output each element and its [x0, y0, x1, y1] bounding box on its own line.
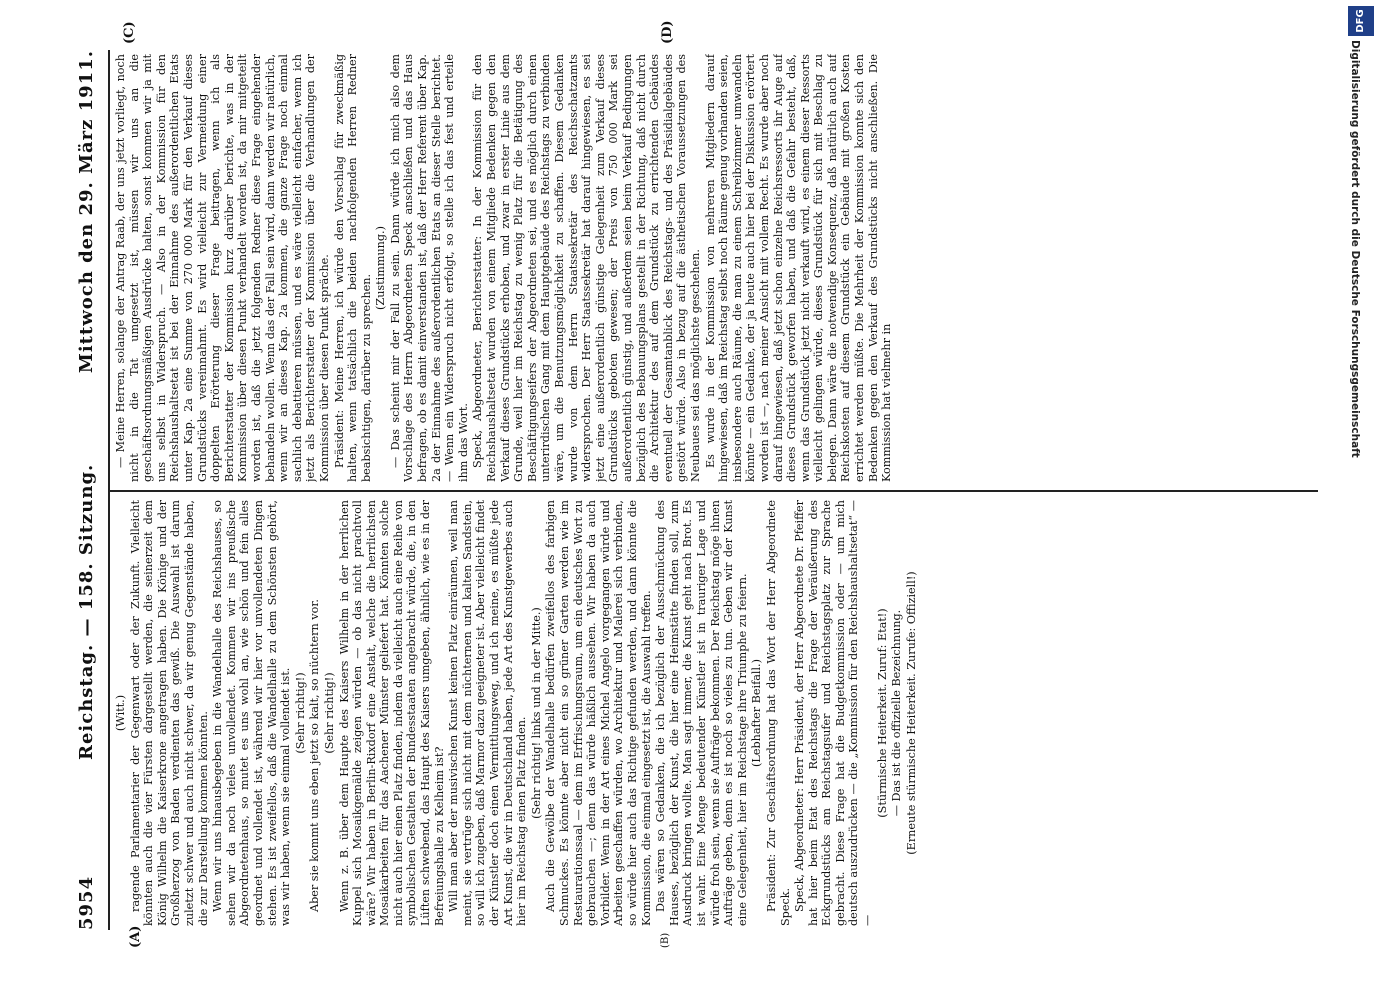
page-number: 5954 — [76, 875, 97, 930]
session-date: Mittwoch den 29. März 1911. — [76, 50, 97, 374]
paragraph: Will man aber der musivischen Kunst keinen Platz einräumen, weil man meint, sie vertrüge sich nicht mit dem nüchternen und kalten Sandstein, so will ich zugeben, daß Marmor dazu geeigneter ist. Aber vielleicht findet der Künstler doch einen Vermittlungsweg, und ich meine, es müßte jede Art Kunst, die wir in Deutschland haben, jede Art des Kunstgewerbes auch hier im Reichstag einen Platz finden. — [447, 500, 529, 926]
margin-marker-c: (C) — [122, 21, 137, 44]
column-divider — [108, 490, 1318, 492]
margin-marker-d: (D) — [660, 20, 675, 44]
paragraph: ragende Parlamentarier der Gegenwart oder der Zukunft. Vielleicht könnten auch die vier Fürsten dargestellt werden, die seinerzeit dem König Wilhelm die Kaiserkrone angetragen haben. Die Könige und der Großherzog von Baden verdienten das gewiß. Die Auswahl ist darum zuletzt schwer und auch nicht schwer, da wir genug Gegenstände haben, die zur Darstellung kommen könnten. — [128, 500, 210, 926]
paragraph: Auch die Gewölbe der Wandelhalle bedürfen zweifellos des farbigen Schmuckes. Es könnte aber nicht ein so grüner Garten werden wie im Restaurationssaal — dem im Erfrischungsraum, um ein deutsches Wort zu gebrauchen —; denn das würde häßlich aussehen. Wir haben da auch Vorbilder. Wenn in der Art eines Michel Angelo vorgegangen würde und Arbeiten geschaffen würden, wo Architektur und Malerei sich verbinden, so würde hier auch das Richtige gefunden werden, und dann könnte die Kommission, die einmal eingesetzt ist, die Auswahl treffen. — [544, 500, 653, 926]
paragraph: Speck, Abgeordneter: Herr Präsident, der Herr Abgeordnete Dr. Pfeiffer hat hier beim Etat des Reichstags die Frage der Veräußerung des Eckgrundstücks am Reichstagsufer und Reichstagsplatz zur Sprache gebracht. Diese Frage hat die Budgetkommission oder — um mich deutsch auszudrücken — die „Kommission für den Reichshaushaltsetat“ — — — [793, 500, 875, 926]
paragraph: Das wären so Gedanken, die ich bezüglich der Ausschmückung des Hauses, bezüglich der Kunst, die hier eine Heimstätte finden soll, zum Ausdruck bringen wollte. Man sagt immer, die Kunst geht nach Brot. Es ist wahr. Eine Menge bedeutender Künstler ist in trauriger Lage und würde froh sein, wenn sie Aufträge bekommen. Der Reichstag möge ihnen Aufträge geben, denn es ist noch so vieles zu tun. Geben wir der Kunst eine Gelegenheit, hier im Reichstage ihre Triumphe zu feiern. — [654, 500, 749, 926]
page-header — [66, 50, 106, 930]
dfg-logo-icon: DFG — [1348, 6, 1374, 36]
margin-marker-b: (B) — [660, 932, 671, 948]
paragraph: (Zustimmung.) — [374, 226, 388, 310]
margin-marker-a: (A) — [128, 925, 143, 948]
paragraph: (Erneute stürmische Heiterkeit. Zurufe: Offiziell!) — [904, 571, 918, 855]
paragraph: Speck, Abgeordneter, Berichterstatter: In der Kommission für den Reichshaushaltsetat wurden von einem Mitgliede Bedenken gegen den Verkauf dieses Grundstücks erhoben, und zwar in erster Linie aus dem Grunde, weil hier im Reichstag zu wenig Platz für die Betätigung des Beschäftigungseifers der Abgeordneten sei, und es möglich durch einen unterirdischen Gang mit dem Hauptgebäude des Reichstags zu verbinden wäre, um die Benutzungsmöglichkeit zu schaffen. Diesem Gedanken wurde von dem Herrn Staatssekretär des Reichsschatzamts widersprochen. Der Herr Staatssekretär hat darauf hingewiesen, es sei jetzt eine außerordentlich günstige Gelegenheit zum Verkauf dieses Grundstücks geboten gewesen; der Preis von 750 000 Mark sei außerordentlich günstig, und außerdem seien beim Verkauf Bedingungen bezüglich des Bebauungsplans gestellt in der Richtung, daß nicht durch die Architektur des auf dem Grundstück zu errichtenden Gebäudes eventuell der Gesamtanblick des Reichstags- und des Präsidialgebäudes gestört würde. Also in bezug auf die ästhetischen Voraussetzungen des Neubaues sei das möglichste geschehen. — [471, 54, 702, 482]
paragraph: Aber sie kommt uns eben jetzt so kalt, so nüchtern vor. — [308, 599, 322, 912]
paragraph: (Sehr richtig!) — [293, 672, 307, 754]
paragraph: Präsident: Meine Herren, ich würde den Vorschlag für zweckmäßig halten, wenn tatsächlich die beiden nachfolgenden Herren Redner beabsichtigen, darüber zu sprechen. — [332, 54, 373, 482]
paragraph: Präsident: Zur Geschäftsordnung hat das Wort der Herr Abgeordnete Speck. — [764, 500, 792, 926]
paragraph: — Das ist die offizielle Bezeichnung. — [890, 609, 904, 817]
paragraph: (Stürmische Heiterkeit. Zuruf: Etat!) — [875, 608, 889, 818]
paragraph: (Sehr richtig! links und in der Mitte.) — [529, 607, 543, 819]
session-title: Reichstag. — 158. Sitzung. — [76, 463, 97, 760]
text-column-left — [114, 500, 1314, 926]
paragraph: (Sehr richtig!) — [322, 672, 336, 754]
paragraph: Es wurde in der Kommission von mehreren Mitgliedern darauf hingewiesen, daß im Reichstag selbst noch Räume genug vorhanden seien, insbesondere auch Räume, die man zu einem Schreibzimmer umwandeln könnte — ein Gedanke, der ja heute auch hier bei der Diskussion erörtert worden ist —, nach meiner Ansicht mit vollem Recht. Es wurde aber noch darauf hingewiesen, daß jetzt schon einzelne Reichsressorts ihr Auge auf dieses Grundstück geworfen haben, und daß die Gefahr besteht, daß, wenn das Grundstück jetzt nicht verkauft wird, es einem dieser Ressorts vielleicht gelingen würde, dieses Grundstück für sich mit Beschlag zu belegen. Dann wäre die notwendige Konsequenz, daß natürlich auch auf Reichskosten auf diesem Grundstück ein Gebäude mit großen Kosten errichtet werden müßte. Die Mehrheit der Kommission konnte sich den Bedenken gegen den Verkauf des Grundstücks nicht anschließen. Die Kommission hat vielmehr in — [703, 54, 894, 482]
paragraph: Wenn wir uns hinausbegeben in die Wandelhalle des Reichshauses, so sehen wir da noch vieles unvollendet. Kommen wir ins preußische Abgeordnetenhaus, so mutet es uns wohl an, wie schön und fein alles geordnet und vollendet ist, während wir hier vor unvollendeten Dingen stehen. Es ist zweifellos, daß die Wandelhalle zu dem Schönsten gehört, was wir haben, wenn sie einmal vollendet ist. — [211, 500, 293, 926]
paragraph: (Witt.) — [114, 694, 127, 732]
paragraph: — Das scheint mir der Fall zu sein. Dann würde ich mich also dem Vorschlage des Herrn Abgeordneten Speck anschließen und das Haus befragen, ob es damit einverstanden ist, daß der Herr Referent über Kap. 2a der Einnahme des außerordentlichen Etats an dieser Stelle berichtet. — Wenn ein Widerspruch nicht erfolgt, so stelle ich das fest und erteile ihm das Wort. — [388, 54, 470, 482]
paragraph: Wenn z. B. über dem Haupte des Kaisers Wilhelm in der herrlichen Kuppel sich Mosaikgemälde zeigen würden — ob das nicht prachtvoll wäre? Wir haben in Berlin-Rixdorf eine Anstalt, welche die herrlichsten Mosaikarbeiten für das Aachener Münster geliefert hat. Könnten solche nicht auch hier einen Platz finden, indem da vielleicht auch eine Reihe von symbolischen Gestalten der Bundesstaaten angebracht würde, die, in den Lüften schwebend, das Haupt des Kaisers umgeben, ähnlich, wie es in der Befreiungshalle zu Kelheim ist? — [337, 500, 446, 926]
digitization-credit: Digitalisierung gefördert durch die Deutsche Forschungsgemeinschaft — [1349, 40, 1361, 458]
text-column-right — [114, 54, 1314, 482]
paragraph: — Meine Herren, solange der Antrag Raab, der uns jetzt vorliegt, noch nicht in die Tat umgesetzt ist, müssen wir uns an die geschäftsordnungsmäßigen Ausdrücke halten, sonst kommen wir ja mit uns selbst in Widerspruch. — Also in der Kommission für den Reichshaushaltsetat ist bei der Einnahme des außerordentlichen Etats unter Kap. 2a eine Summe von 270 000 Mark für den Verkauf dieses Grundstücks vereinnahmt. Es wird vielleicht zur Vermeidung einer doppelten Erörterung dieser Frage beitragen, wenn ich als Berichterstatter der Kommission kurz darüber berichte, was in der Kommission über diesen Punkt verhandelt worden ist, da mir mitgeteilt worden ist, daß die jetzt folgenden Redner diese Frage eingehender behandeln wollen. Wenn das der Fall sein wird, dann werden wir natürlich, wenn wir an dieses Kap. 2a kommen, die ganze Frage noch einmal sachlich debattieren müssen, und es wäre vielleicht einfacher, wenn ich jetzt als Berichterstatter der Kommission über die Verhandlungen der Kommission über diesen Punkt spräche. — [114, 54, 331, 482]
paragraph: (Lebhafter Beifall.) — [750, 659, 764, 767]
